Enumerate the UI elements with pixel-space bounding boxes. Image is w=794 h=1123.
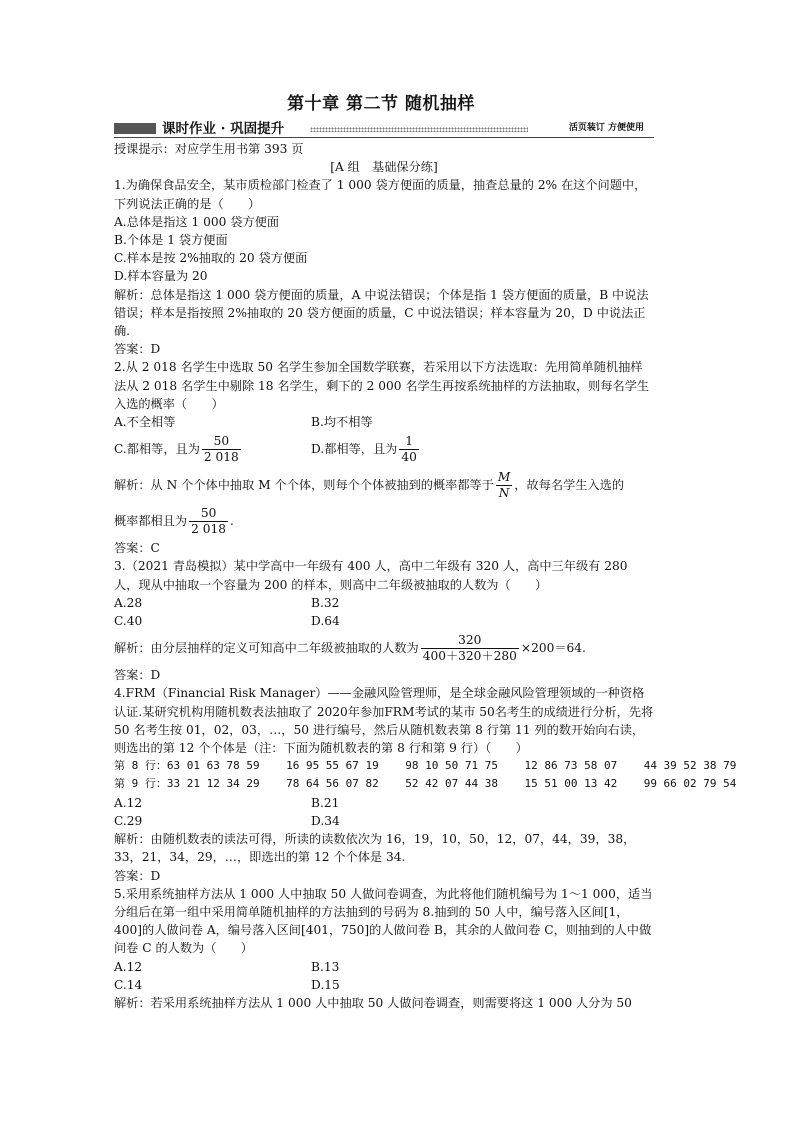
q3-options-ab	[114, 594, 654, 612]
q2-option-c-fraction	[202, 434, 241, 465]
q4-options-ab	[114, 794, 654, 812]
q4-random-table-row9: 第 9 行：33 21 12 34 29 78 64 56 07 82 52 42 07 44 38 15 51 00 13 42 99 66 02 79 54	[114, 777, 737, 791]
q1-option-d: D.样本容量为 20	[114, 269, 208, 284]
fraction-numerator: 1	[399, 434, 419, 450]
q1-analysis: 解析：总体是指这 1 000 袋方便面的质量，A 中说法错误；个体是指 1 袋方便面的质量，B 中说法错误；样本是指按照 2%抽取的 20 袋方便面的质量，C 中说法错误；样本容量为 20，D 中说法正确.	[114, 287, 649, 339]
q2-option-c	[114, 434, 311, 465]
q4-option-b: B.21	[311, 795, 340, 810]
q2-analysis2-fraction	[189, 506, 228, 537]
q4-stem: 4.FRM（Financial Risk Manager）——金融风险管理师，是全球金融风险管理领域的一种资格认证.某研究机构用随机数表法抽取了 2020年参加FRM考试的某市 50名考生的成绩进行分析，先将 50 名考生按 01，02，03，…，50 进行编号，然后从随机数表第 8 行第 11 列的数开始向右读，则选出的第 12 个个体是（注：下面为随机数表的第 8 行和第 9 行）（ ）	[114, 686, 654, 756]
q2-analysis-text-end: ，故每名学生入选的	[514, 478, 625, 493]
q4-answer: 答案：D	[114, 868, 161, 883]
q2-option-d-text: D.都相等，且为	[311, 441, 398, 456]
q3-analysis-fraction	[421, 633, 519, 664]
q5-analysis: 解析：若采用系统抽样方法从 1 000 人中抽取 50 人做问卷调查，则需要将这 1 000 人分为 50	[114, 995, 632, 1010]
q3-stem: 3.（2021 青岛模拟）某中学高中一年级有 400 人，高中二年级有 320 人，高中三年级有 280 人，现从中抽取一个容量为 200 的样本，则高中二年级被抽取的人数为（ ）	[114, 559, 628, 592]
q2-answer: 答案：C	[114, 541, 160, 556]
group-heading: [A 组 基础保分练]	[330, 160, 438, 175]
q2-option-c-text: C.都相等，且为	[114, 441, 200, 456]
q2-option-a: A.不全相等	[114, 415, 176, 430]
q2-options-cd	[114, 431, 654, 467]
q1-option-c: C.样本是按 2%抽取的 20 袋方便面	[114, 251, 308, 266]
q1-answer: 答案：D	[114, 342, 161, 357]
q3-analysis-text: 解析：由分层抽样的定义可知高中二年级被抽取的人数为	[114, 641, 419, 656]
q2-analysis2-text: 概率都相且为	[114, 514, 188, 529]
q2-analysis-line2	[114, 503, 654, 539]
q2-options-ab	[114, 413, 654, 431]
q2-analysis-line1	[114, 467, 654, 503]
q5-stem: 5.采用系统抽样方法从 1 000 人中抽取 50 人做问卷调查，为此将他们随机编号为 1～1 000，适当分组后在第一组中采用简单随机抽样的方法抽到的号码为 8.抽到的 50 人中，编号落入区间[1，400]的人做问卷 A，编号落入区间[401，750]的人做问卷 B，其余的人做问卷 C，则抽到的人中做问卷 C 的人数为（ ）	[114, 886, 653, 956]
fraction-numerator: 50	[189, 506, 228, 522]
q4-options-cd	[114, 812, 654, 830]
q3-analysis	[114, 630, 654, 666]
fraction-denominator: 40	[401, 449, 417, 464]
q4-option-c: C.29	[114, 813, 143, 828]
q5-options-ab	[114, 958, 654, 976]
document-page	[114, 92, 737, 1012]
banner-bar	[114, 123, 156, 134]
fraction-numerator: 320	[421, 633, 519, 649]
q4-random-table-row8: 第 8 行：63 01 63 78 59 16 95 55 67 19 98 10 50 71 75 12 86 73 58 07 44 39 52 38 79	[114, 759, 737, 773]
fraction-denominator: 2 018	[203, 449, 239, 464]
q4-analysis: 解析：由随机数表的读法可得，所读的读数依次为 16，19，10，50，12，07，44，39，38，33，21，34，29，…，即选出的第 12 个个体是 34.	[114, 832, 636, 865]
q5-option-d: D.15	[311, 977, 340, 992]
fraction-denominator: N	[498, 485, 510, 500]
section-banner	[114, 120, 654, 138]
q5-option-c: C.14	[114, 977, 143, 992]
q1-option-b: B.个体是 1 袋方便面	[114, 233, 228, 248]
q2-analysis2-end: .	[230, 514, 234, 529]
banner-underline	[114, 137, 654, 138]
banner-dots	[310, 127, 528, 132]
q3-option-c: C.40	[114, 614, 143, 629]
fraction-numerator: 50	[202, 434, 241, 450]
page-title: 第十章 第二节 随机抽样	[287, 94, 475, 114]
q2-analysis-text: 解析：从 N 个个体中抽取 M 个个体，则每个个体被抽到的概率都等于	[114, 478, 494, 493]
q5-option-b: B.13	[311, 959, 340, 974]
q2-stem: 2.从 2 018 名学生中选取 50 名学生参加全国数学联赛，若采用以下方法选取：先用简单随机抽样法从 2 018 名学生中剔除 18 名学生，剩下的 2 000 名学生再按系统抽样的方法抽取，则每名学生入选的概率（ ）	[114, 360, 650, 411]
q2-analysis-fraction	[496, 470, 512, 501]
q3-option-d: D.64	[311, 614, 340, 629]
q3-option-b: B.32	[311, 595, 340, 610]
q3-option-a: A.28	[114, 595, 143, 610]
q3-answer: 答案：D	[114, 668, 161, 683]
banner-note: 活页装订 方便使用	[568, 123, 644, 133]
q5-options-cd	[114, 976, 654, 994]
teaching-hint: 授课提示：对应学生用书第 393 页	[114, 142, 304, 156]
q1-stem: 1.为确保食品安全，某市质检部门检查了 1 000 袋方便面的质量，抽查总量的 2% 在这个问题中，下列说法正确的是（ ）	[114, 178, 647, 211]
fraction-numerator: M	[497, 469, 511, 484]
q3-options-cd	[114, 612, 654, 630]
q4-option-d: D.34	[311, 813, 340, 828]
fraction-denominator: 400＋320＋280	[422, 648, 517, 663]
q5-option-a: A.12	[114, 959, 143, 974]
q2-option-d-fraction	[399, 434, 419, 465]
q3-analysis-end: ×200＝64.	[520, 641, 586, 656]
fraction-denominator: 2 018	[191, 521, 227, 536]
q2-option-d	[311, 434, 421, 465]
q4-option-a: A.12	[114, 795, 143, 810]
banner-title: 课时作业 · 巩固提升	[162, 121, 285, 137]
q2-option-b: B.均不相等	[311, 415, 373, 430]
q1-option-a: A.总体是指这 1 000 袋方便面	[114, 214, 280, 229]
